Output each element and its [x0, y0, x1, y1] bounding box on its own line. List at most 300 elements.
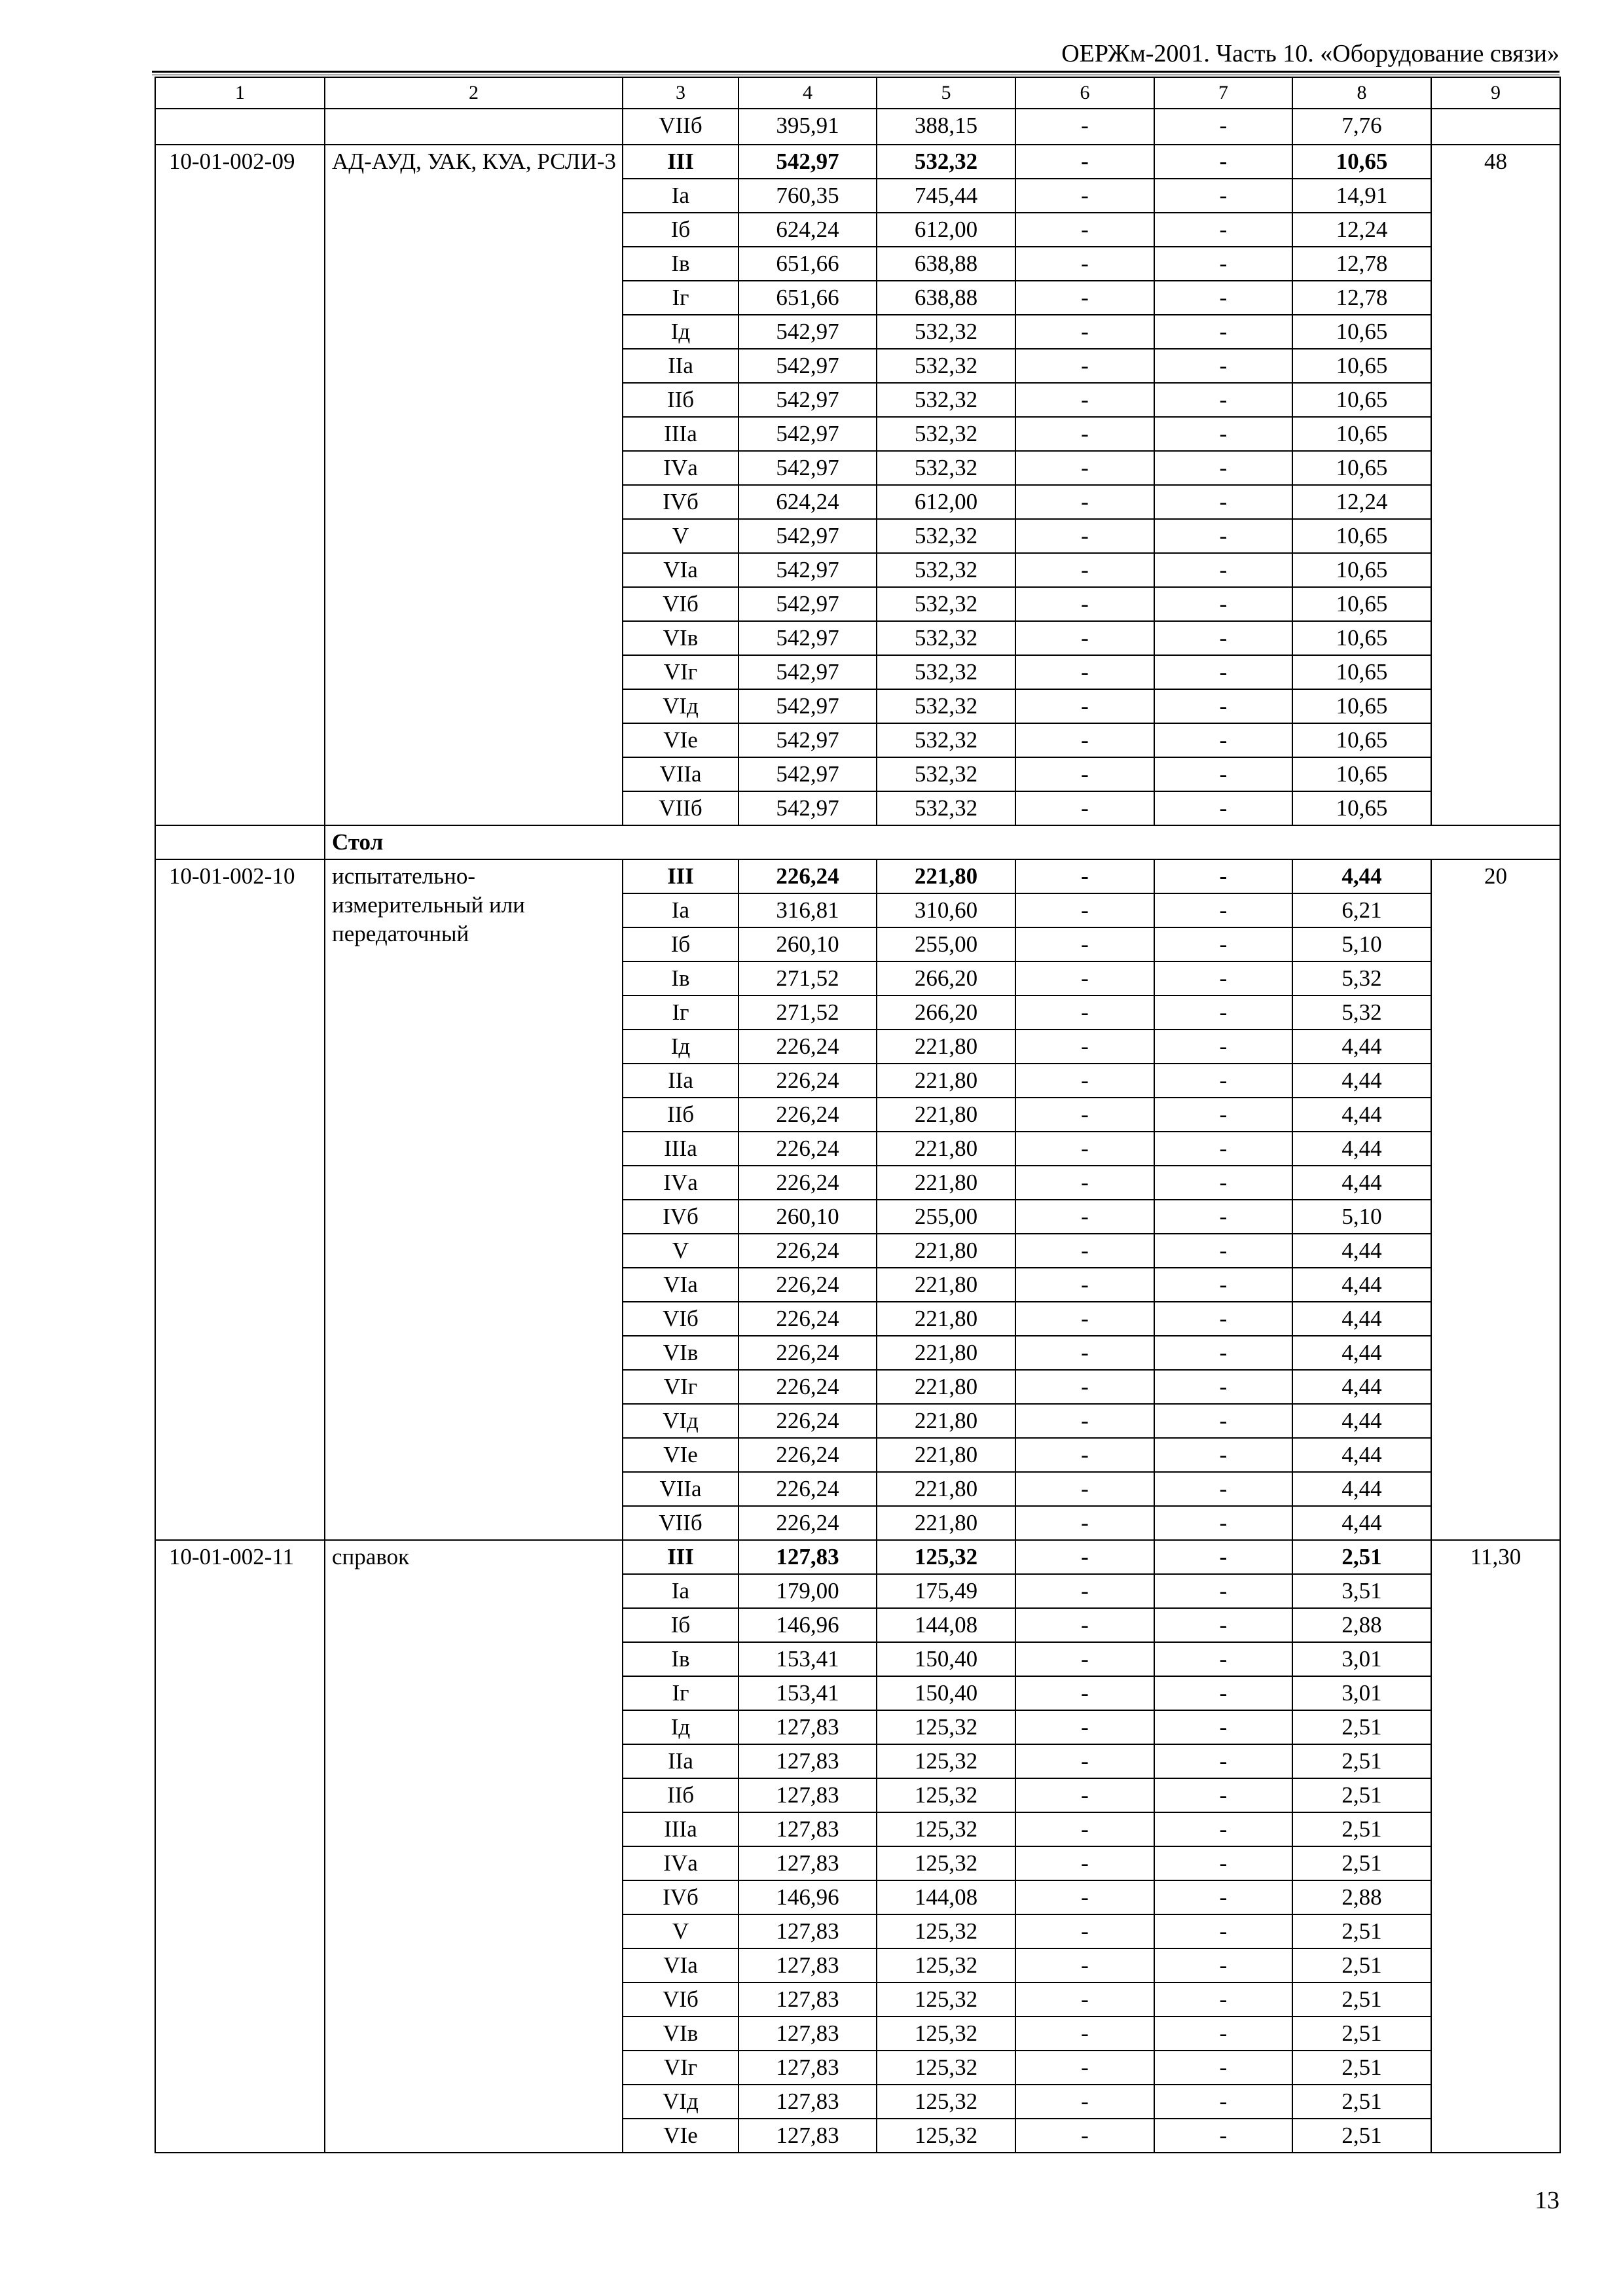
code-cell [155, 109, 325, 145]
value-cell: - [1015, 1812, 1154, 1846]
value-cell: - [1015, 1608, 1154, 1642]
value-cell: 2,88 [1292, 1608, 1431, 1642]
rate-code: 10-01-002-09 [155, 145, 325, 825]
value-cell: 221,80 [877, 859, 1015, 893]
value-cell: - [1154, 1268, 1292, 1302]
value-cell: - [1015, 1234, 1154, 1268]
value-cell: IVб [623, 485, 739, 519]
value-cell: 12,78 [1292, 281, 1431, 315]
rate-code: 10-01-002-11 [155, 1540, 325, 2153]
value-cell: 4,44 [1292, 1472, 1431, 1506]
col9-cell [1431, 109, 1560, 145]
value-cell: 542,97 [739, 417, 877, 451]
value-cell: 125,32 [877, 1812, 1015, 1846]
value-cell: 226,24 [739, 1336, 877, 1370]
value-cell: - [1015, 1472, 1154, 1506]
value-cell: 532,32 [877, 553, 1015, 587]
value-cell: 10,65 [1292, 417, 1431, 451]
value-cell: 4,44 [1292, 1268, 1431, 1302]
value-cell: 127,83 [739, 1812, 877, 1846]
value-cell: 10,65 [1292, 723, 1431, 757]
value-cell: Iг [623, 281, 739, 315]
value-cell: III [623, 859, 739, 893]
value-cell: 127,83 [739, 2119, 877, 2153]
value-cell: - [1154, 723, 1292, 757]
value-cell: - [1154, 1438, 1292, 1472]
value-cell: - [1154, 553, 1292, 587]
value-cell: - [1154, 893, 1292, 927]
table-row [155, 145, 1560, 179]
value-cell: IVб [623, 1200, 739, 1234]
value-cell: 127,83 [739, 1846, 877, 1880]
value-cell: - [1015, 417, 1154, 451]
value-cell: VIд [623, 1404, 739, 1438]
value-cell: 10,65 [1292, 315, 1431, 349]
value-cell: 146,96 [739, 1880, 877, 1914]
value-cell: - [1015, 1744, 1154, 1778]
value-cell: Iв [623, 961, 739, 996]
value-cell: 542,97 [739, 621, 877, 655]
value-cell: - [1015, 1642, 1154, 1676]
value-cell: - [1015, 1268, 1154, 1302]
value-cell: 395,91 [739, 109, 877, 145]
value-cell: Iд [623, 315, 739, 349]
value-cell: - [1015, 1710, 1154, 1744]
value-cell: 127,83 [739, 2017, 877, 2051]
value-cell: - [1015, 1438, 1154, 1472]
value-cell: - [1154, 1506, 1292, 1540]
value-cell: 221,80 [877, 1132, 1015, 1166]
value-cell: 125,32 [877, 2051, 1015, 2085]
value-cell: - [1015, 1166, 1154, 1200]
value-cell: Iб [623, 927, 739, 961]
value-cell: 127,83 [739, 1778, 877, 1812]
value-cell: 10,65 [1292, 145, 1431, 179]
value-cell: 125,32 [877, 2119, 1015, 2153]
value-cell: - [1015, 1200, 1154, 1234]
value-cell: - [1154, 1166, 1292, 1200]
value-cell: 4,44 [1292, 1234, 1431, 1268]
value-cell: - [1154, 1778, 1292, 1812]
value-cell: 175,49 [877, 1574, 1015, 1608]
value-cell: 153,41 [739, 1676, 877, 1710]
value-cell: 255,00 [877, 1200, 1015, 1234]
value-cell: 125,32 [877, 1710, 1015, 1744]
value-cell: 532,32 [877, 451, 1015, 485]
column-number: 6 [1015, 77, 1154, 109]
value-cell: 127,83 [739, 1540, 877, 1574]
value-cell: - [1015, 1574, 1154, 1608]
rates-table-body [155, 77, 1560, 2153]
value-cell: 5,10 [1292, 1200, 1431, 1234]
value-cell: III [623, 145, 739, 179]
page-number: 13 [1535, 2187, 1559, 2214]
value-cell: - [1154, 349, 1292, 383]
value-cell: Iа [623, 179, 739, 213]
value-cell: - [1154, 1710, 1292, 1744]
value-cell: - [1015, 1914, 1154, 1948]
value-cell: Iд [623, 1710, 739, 1744]
value-cell: 532,32 [877, 145, 1015, 179]
value-cell: 612,00 [877, 485, 1015, 519]
value-cell: - [1015, 1132, 1154, 1166]
value-cell: - [1015, 281, 1154, 315]
rate-code: 10-01-002-10 [155, 859, 325, 1540]
value-cell: - [1154, 1914, 1292, 1948]
value-cell: VIе [623, 2119, 739, 2153]
value-cell: Iв [623, 247, 739, 281]
value-cell: 226,24 [739, 1302, 877, 1336]
value-cell: 255,00 [877, 927, 1015, 961]
rates-table [155, 77, 1561, 2153]
value-cell: VIб [623, 587, 739, 621]
value-cell: - [1154, 2119, 1292, 2153]
value-cell: - [1154, 485, 1292, 519]
value-cell: 10,65 [1292, 519, 1431, 553]
column-number: 7 [1154, 77, 1292, 109]
value-cell: 221,80 [877, 1268, 1015, 1302]
value-cell: 612,00 [877, 213, 1015, 247]
value-cell: 125,32 [877, 1914, 1015, 1948]
value-cell: 260,10 [739, 927, 877, 961]
value-cell: 4,44 [1292, 1132, 1431, 1166]
value-cell: - [1154, 1200, 1292, 1234]
value-cell: 532,32 [877, 689, 1015, 723]
value-cell: - [1154, 1132, 1292, 1166]
value-cell: - [1015, 689, 1154, 723]
value-cell: 532,32 [877, 417, 1015, 451]
column-number: 2 [325, 77, 623, 109]
value-cell: - [1015, 587, 1154, 621]
value-cell: Iб [623, 213, 739, 247]
value-cell: - [1015, 179, 1154, 213]
value-cell: - [1015, 2051, 1154, 2085]
value-cell: 10,65 [1292, 553, 1431, 587]
value-cell: 532,32 [877, 519, 1015, 553]
value-cell: 4,44 [1292, 1302, 1431, 1336]
value-cell: IIб [623, 1098, 739, 1132]
value-cell: 651,66 [739, 247, 877, 281]
value-cell: 2,51 [1292, 1778, 1431, 1812]
value-cell: 532,32 [877, 757, 1015, 791]
value-cell: - [1015, 1676, 1154, 1710]
value-cell: 10,65 [1292, 655, 1431, 689]
value-cell: 221,80 [877, 1098, 1015, 1132]
value-cell: - [1015, 519, 1154, 553]
value-cell: 10,65 [1292, 383, 1431, 417]
value-cell: 3,01 [1292, 1676, 1431, 1710]
value-cell: 5,32 [1292, 996, 1431, 1030]
section-row [155, 825, 1560, 859]
value-cell: 10,65 [1292, 451, 1431, 485]
value-cell: - [1015, 1880, 1154, 1914]
value-cell: IVа [623, 1166, 739, 1200]
value-cell: 226,24 [739, 1064, 877, 1098]
value-cell: 14,91 [1292, 179, 1431, 213]
value-cell: 3,51 [1292, 1574, 1431, 1608]
value-cell: 226,24 [739, 1098, 877, 1132]
value-cell: 542,97 [739, 791, 877, 825]
value-cell: 542,97 [739, 145, 877, 179]
value-cell: 5,10 [1292, 927, 1431, 961]
value-cell: 745,44 [877, 179, 1015, 213]
value-cell: - [1154, 689, 1292, 723]
value-cell: 316,81 [739, 893, 877, 927]
value-cell: 532,32 [877, 315, 1015, 349]
value-cell: 5,32 [1292, 961, 1431, 996]
value-cell: 125,32 [877, 1982, 1015, 2017]
value-cell: 144,08 [877, 1608, 1015, 1642]
value-cell: 4,44 [1292, 1064, 1431, 1098]
value-cell: 2,51 [1292, 1982, 1431, 2017]
value-cell: - [1015, 927, 1154, 961]
value-cell: - [1015, 1098, 1154, 1132]
value-cell: - [1154, 315, 1292, 349]
value-cell: 2,51 [1292, 1540, 1431, 1574]
column-number: 8 [1292, 77, 1431, 109]
value-cell: 221,80 [877, 1234, 1015, 1268]
value-cell: - [1154, 621, 1292, 655]
value-cell: - [1154, 927, 1292, 961]
value-cell: 127,83 [739, 1982, 877, 2017]
value-cell: III [623, 1540, 739, 1574]
value-cell: 638,88 [877, 281, 1015, 315]
value-cell: VIIб [623, 791, 739, 825]
value-cell: - [1015, 791, 1154, 825]
rate-name: справок [325, 1540, 623, 2153]
value-cell: VIIа [623, 1472, 739, 1506]
value-cell: 125,32 [877, 2085, 1015, 2119]
value-cell: 532,32 [877, 383, 1015, 417]
value-cell: Iа [623, 1574, 739, 1608]
value-cell: 4,44 [1292, 1098, 1431, 1132]
value-cell: 221,80 [877, 1370, 1015, 1404]
value-cell: - [1015, 213, 1154, 247]
value-cell: VIе [623, 1438, 739, 1472]
value-cell: Iг [623, 1676, 739, 1710]
value-cell: 4,44 [1292, 859, 1431, 893]
value-cell: - [1154, 1098, 1292, 1132]
value-cell: 153,41 [739, 1642, 877, 1676]
value-cell: IVа [623, 451, 739, 485]
value-cell: 542,97 [739, 315, 877, 349]
value-cell: - [1015, 621, 1154, 655]
value-cell: 7,76 [1292, 109, 1431, 145]
value-cell: IIа [623, 349, 739, 383]
value-cell: 221,80 [877, 1064, 1015, 1098]
value-cell: Iа [623, 893, 739, 927]
value-cell: IVа [623, 1846, 739, 1880]
value-cell: 221,80 [877, 1472, 1015, 1506]
value-cell: 260,10 [739, 1200, 877, 1234]
value-cell: 2,51 [1292, 1846, 1431, 1880]
column-number: 3 [623, 77, 739, 109]
value-cell: - [1154, 281, 1292, 315]
value-cell: - [1154, 1064, 1292, 1098]
value-cell: IVб [623, 1880, 739, 1914]
value-cell: V [623, 1914, 739, 1948]
value-cell: 2,51 [1292, 2119, 1431, 2153]
column-number: 5 [877, 77, 1015, 109]
value-cell: - [1015, 349, 1154, 383]
value-cell: - [1015, 1030, 1154, 1064]
value-cell: 226,24 [739, 1438, 877, 1472]
value-cell: 542,97 [739, 553, 877, 587]
header-rule [152, 71, 1559, 73]
value-cell: - [1154, 1744, 1292, 1778]
value-cell: 2,51 [1292, 1948, 1431, 1982]
value-cell: VIа [623, 1948, 739, 1982]
value-cell: - [1015, 893, 1154, 927]
rate-name: испытательно-измерительный или передаточный [325, 859, 623, 1540]
value-cell: - [1015, 1540, 1154, 1574]
value-cell: 542,97 [739, 689, 877, 723]
value-cell: 150,40 [877, 1676, 1015, 1710]
value-cell: 125,32 [877, 2017, 1015, 2051]
column-number: 4 [739, 77, 877, 109]
value-cell: 542,97 [739, 519, 877, 553]
value-cell: - [1154, 757, 1292, 791]
col9-value: 20 [1431, 859, 1560, 1540]
value-cell: - [1015, 2017, 1154, 2051]
value-cell: IIIа [623, 417, 739, 451]
value-cell: 532,32 [877, 723, 1015, 757]
value-cell: VIг [623, 2051, 739, 2085]
value-cell: 179,00 [739, 1574, 877, 1608]
value-cell: - [1154, 2085, 1292, 2119]
value-cell: 12,78 [1292, 247, 1431, 281]
value-cell: 125,32 [877, 1778, 1015, 1812]
value-cell: 266,20 [877, 961, 1015, 996]
value-cell: VIб [623, 1302, 739, 1336]
value-cell: 221,80 [877, 1404, 1015, 1438]
value-cell: 226,24 [739, 1030, 877, 1064]
col9-value: 11,30 [1431, 1540, 1560, 2153]
name-cell [325, 109, 623, 145]
value-cell: 2,51 [1292, 2051, 1431, 2085]
value-cell: 226,24 [739, 1166, 877, 1200]
value-cell: VIв [623, 1336, 739, 1370]
value-cell: 532,32 [877, 349, 1015, 383]
value-cell: - [1154, 996, 1292, 1030]
value-cell: 221,80 [877, 1336, 1015, 1370]
value-cell: 542,97 [739, 723, 877, 757]
value-cell: 127,83 [739, 1914, 877, 1948]
value-cell: - [1154, 1880, 1292, 1914]
value-cell: IIIа [623, 1132, 739, 1166]
value-cell: - [1154, 1540, 1292, 1574]
value-cell: - [1154, 417, 1292, 451]
value-cell: - [1015, 1506, 1154, 1540]
value-cell: - [1015, 1336, 1154, 1370]
value-cell: VIIа [623, 757, 739, 791]
value-cell: 221,80 [877, 1166, 1015, 1200]
value-cell: VIг [623, 1370, 739, 1404]
value-cell: - [1154, 2051, 1292, 2085]
value-cell: 125,32 [877, 1948, 1015, 1982]
value-cell: - [1015, 2085, 1154, 2119]
value-cell: 2,51 [1292, 2085, 1431, 2119]
value-cell: 542,97 [739, 655, 877, 689]
value-cell: - [1015, 553, 1154, 587]
value-cell: 638,88 [877, 247, 1015, 281]
value-cell: 12,24 [1292, 485, 1431, 519]
value-cell: 532,32 [877, 791, 1015, 825]
value-cell: VIе [623, 723, 739, 757]
value-cell: - [1015, 451, 1154, 485]
value-cell: 226,24 [739, 1234, 877, 1268]
value-cell: 144,08 [877, 1880, 1015, 1914]
value-cell: - [1015, 859, 1154, 893]
value-cell: VIIб [623, 109, 739, 145]
value-cell: 10,65 [1292, 689, 1431, 723]
value-cell: 2,51 [1292, 1812, 1431, 1846]
value-cell: VIа [623, 553, 739, 587]
value-cell: - [1154, 451, 1292, 485]
value-cell: 226,24 [739, 859, 877, 893]
value-cell: 542,97 [739, 587, 877, 621]
value-cell: IIб [623, 383, 739, 417]
value-cell: - [1015, 1064, 1154, 1098]
value-cell: - [1015, 961, 1154, 996]
value-cell: 226,24 [739, 1370, 877, 1404]
value-cell: Iд [623, 1030, 739, 1064]
value-cell: 3,01 [1292, 1642, 1431, 1676]
value-cell: 6,21 [1292, 893, 1431, 927]
value-cell: 4,44 [1292, 1404, 1431, 1438]
value-cell: 4,44 [1292, 1506, 1431, 1540]
value-cell: 542,97 [739, 757, 877, 791]
value-cell: - [1015, 723, 1154, 757]
value-cell: VIб [623, 1982, 739, 2017]
value-cell: 10,65 [1292, 757, 1431, 791]
value-cell: 226,24 [739, 1268, 877, 1302]
value-cell: 125,32 [877, 1846, 1015, 1880]
value-cell: - [1015, 1302, 1154, 1336]
value-cell: - [1154, 247, 1292, 281]
value-cell: 542,97 [739, 383, 877, 417]
value-cell: - [1154, 1030, 1292, 1064]
value-cell: 4,44 [1292, 1438, 1431, 1472]
value-cell: VIг [623, 655, 739, 689]
value-cell: VIв [623, 2017, 739, 2051]
value-cell: - [1154, 1676, 1292, 1710]
value-cell: - [1015, 383, 1154, 417]
value-cell: - [1015, 247, 1154, 281]
value-cell: 12,24 [1292, 213, 1431, 247]
value-cell: - [1154, 1948, 1292, 1982]
value-cell: - [1154, 213, 1292, 247]
value-cell: 760,35 [739, 179, 877, 213]
value-cell: VIв [623, 621, 739, 655]
value-cell: 271,52 [739, 961, 877, 996]
table-row [155, 109, 1560, 145]
value-cell: - [1015, 1778, 1154, 1812]
value-cell: 4,44 [1292, 1336, 1431, 1370]
value-cell: 226,24 [739, 1472, 877, 1506]
value-cell: - [1154, 587, 1292, 621]
value-cell: VIд [623, 2085, 739, 2119]
value-cell: 266,20 [877, 996, 1015, 1030]
column-number: 1 [155, 77, 325, 109]
value-cell: VIд [623, 689, 739, 723]
value-cell: 2,51 [1292, 2017, 1431, 2051]
value-cell: - [1015, 109, 1154, 145]
value-cell: 624,24 [739, 213, 877, 247]
value-cell: 221,80 [877, 1506, 1015, 1540]
value-cell: 10,65 [1292, 621, 1431, 655]
value-cell: 127,83 [739, 1710, 877, 1744]
